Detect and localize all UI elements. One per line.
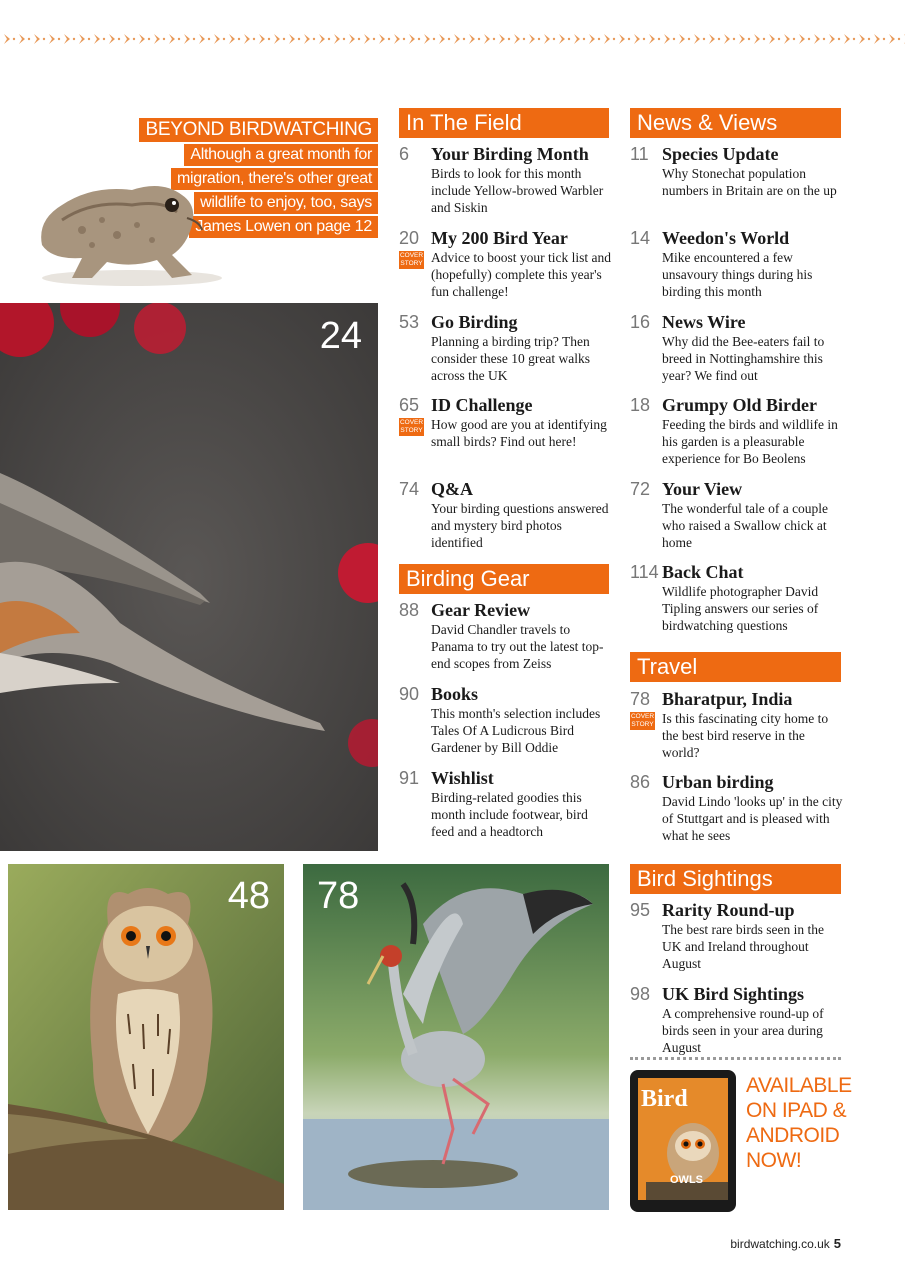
decorative-border (0, 28, 905, 50)
lead-title: BEYOND BIRDWATCHING (139, 118, 378, 142)
section-header-news-views: News & Views (630, 108, 841, 138)
app-availability-promo[interactable] (746, 1073, 852, 1173)
toc-page-number: 98 (630, 984, 651, 1004)
toc-description: David Lindo 'looks up' in the city of Stuttgart and is pleased with what he sees (662, 794, 843, 843)
toc-title: Books (431, 684, 479, 704)
owl-photo[interactable] (8, 864, 284, 1210)
footer-page-number: 5 (833, 1236, 841, 1251)
section-header-birding-gear: Birding Gear (399, 564, 609, 594)
toc-description: Wildlife photographer David Tipling answers our series of birdwatching questions (662, 584, 819, 633)
toc-title: My 200 Bird Year (431, 228, 568, 248)
toc-description: Your birding questions answered and mystery bird photos identified (431, 501, 609, 550)
photo-page-number: 24 (319, 315, 362, 357)
toc-page-number: 53 (399, 312, 420, 332)
dotted-divider (630, 1057, 841, 1064)
promo-line: ANDROID (746, 1124, 840, 1147)
toc-page-number: 72 (630, 479, 651, 499)
lead-line: wildlife to enjoy, too, says (194, 192, 378, 214)
page-footer (730, 1236, 841, 1251)
toc-page-number: 90 (399, 684, 420, 704)
toc-page-number: 74 (399, 479, 420, 499)
cover-story-badge: COVER STORY (399, 252, 424, 267)
toc-description: Why did the Bee-eaters fail to breed in Nottinghamshire this year? We find out (662, 334, 825, 383)
toc-title: ID Challenge (431, 395, 533, 415)
toad-image (22, 150, 232, 290)
lead-line: Although a great month for (184, 144, 378, 166)
toc-title: Q&A (431, 479, 473, 499)
toc-description: Feeding the birds and wildlife in his garden is a pleasurable experience for Bo Beolens (662, 417, 838, 466)
promo-line: AVAILABLE (746, 1074, 852, 1097)
toc-page-number: 16 (630, 312, 651, 332)
toc-description: The best rare birds seen in the UK and Ireland throughout August (662, 922, 824, 971)
toc-page-number: 65 (399, 395, 420, 415)
toc-page-number: 11 (630, 144, 649, 164)
toc-description: Birds to look for this month include Yellow-browed Warbler and Siskin (431, 166, 604, 215)
magazine-cover-line: OWLS (670, 1174, 703, 1186)
crane-photo[interactable] (303, 864, 609, 1210)
toc-description: A comprehensive round-up of birds seen in your area during August (662, 1006, 824, 1055)
toc-title: Species Update (662, 144, 779, 164)
toc-title: News Wire (662, 312, 746, 332)
toc-title: Grumpy Old Birder (662, 395, 818, 415)
toc-page-number: 86 (630, 772, 651, 792)
toc-title: Your View (662, 479, 743, 499)
toc-title: Go Birding (431, 312, 518, 332)
cover-story-badge: COVER STORY (399, 419, 424, 434)
owl-image (8, 864, 284, 1210)
photo-page-number: 78 (317, 875, 360, 917)
section-header-travel: Travel (630, 652, 841, 682)
toc-title: Gear Review (431, 600, 531, 620)
toc-description: The wonderful tale of a couple who raised a Swallow chick at home (662, 501, 829, 550)
toc-description: Why Stonechat population numbers in Britain are on the up (662, 166, 837, 198)
cover-story-badge: COVER STORY (630, 713, 655, 728)
toc-title: Weedon's World (662, 228, 790, 248)
toc-description: Planning a birding trip? Then consider these 10 great walks across the UK (431, 334, 590, 383)
toc-title: UK Bird Sightings (662, 984, 805, 1004)
toc-page-number: 88 (399, 600, 420, 620)
magazine-masthead: Bird (641, 1086, 688, 1112)
toc-description: Is this fascinating city home to the best bird reserve in the world? (662, 711, 829, 760)
lead-line: migration, there's other great (171, 168, 378, 190)
photo-page-number: 48 (227, 875, 270, 917)
toc-page-number: 14 (630, 228, 651, 248)
toc-description: How good are you at identifying small birds? Find out here! (431, 417, 607, 449)
toc-page-number: 6 (399, 144, 410, 164)
footer-url[interactable]: birdwatching.co.uk (730, 1237, 830, 1251)
toc-description: David Chandler travels to Panama to try out the latest top-end scopes from Zeiss (431, 622, 604, 671)
fieldfare-image (0, 303, 378, 851)
toc-description: Mike encountered a few unsavoury things during his birding this month (662, 250, 813, 299)
promo-line: ON IPAD & (746, 1099, 847, 1122)
lead-line: James Lowen on page 12 (189, 216, 378, 238)
toc-page-number: 78 (630, 689, 651, 709)
toc-page-number: 114 (630, 562, 659, 582)
section-header-bird-sightings: Bird Sightings (630, 864, 841, 894)
toc-title: Rarity Round-up (662, 900, 795, 920)
toc-description: Birding-related goodies this month include footwear, bird feed and a headtorch (431, 790, 588, 839)
toc-title: Back Chat (662, 562, 744, 582)
toc-page-number: 91 (399, 768, 420, 788)
section-header-in-the-field: In The Field (399, 108, 609, 138)
promo-line: NOW! (746, 1149, 802, 1172)
toc-title: Bharatpur, India (662, 689, 793, 709)
magazine-cover-thumbnail (638, 1078, 728, 1200)
toc-page-number: 20 (399, 228, 420, 248)
ipad-device-image[interactable] (630, 1070, 736, 1212)
toc-title: Wishlist (431, 768, 494, 788)
toc-title: Urban birding (662, 772, 774, 792)
fieldfare-photo[interactable] (0, 303, 378, 851)
toc-page-number: 95 (630, 900, 651, 920)
toc-title: Your Birding Month (431, 144, 589, 164)
toc-page-number: 18 (630, 395, 651, 415)
toc-description: Advice to boost your tick list and (hopefully) complete this year's fun challenge! (431, 250, 611, 299)
crane-image (303, 864, 609, 1210)
toc-description: This month's selection includes Tales Of A Ludicrous Bird Gardener by Bill Oddie (431, 706, 601, 755)
